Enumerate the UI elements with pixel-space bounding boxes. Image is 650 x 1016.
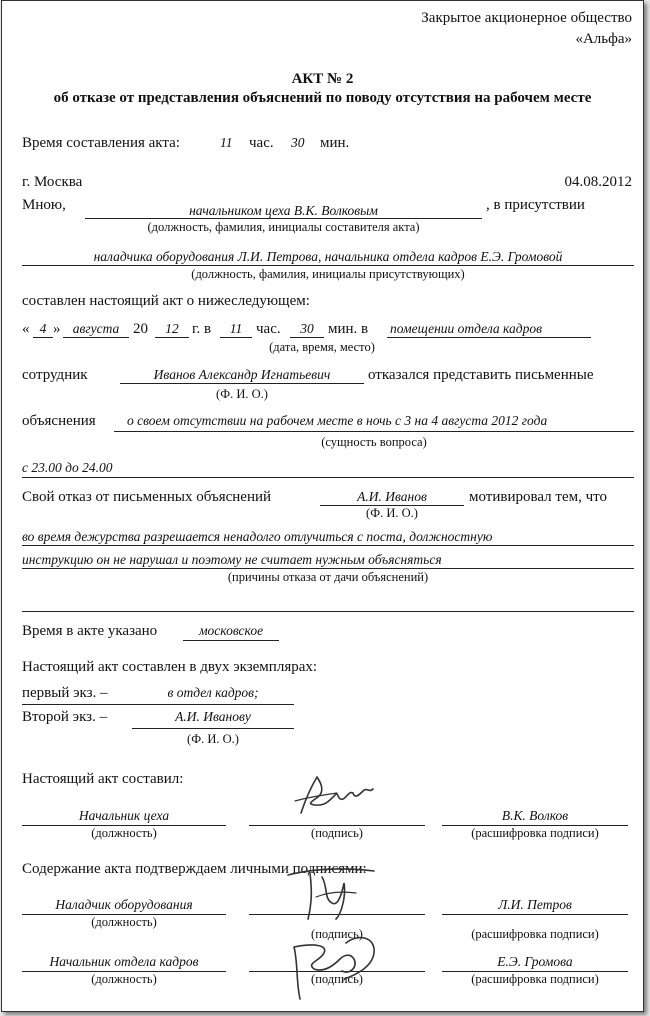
event-hour-unit: час. bbox=[256, 321, 281, 337]
explanations-label: объяснения bbox=[22, 413, 96, 429]
author-caption: (должность, фамилия, инициалы составителя акта) bbox=[147, 220, 420, 234]
employee-suffix: отказался представить письменные bbox=[368, 367, 594, 383]
act-subtitle: об отказе от представления объяснений по поводу отсутствия на рабочем месте bbox=[53, 90, 592, 106]
act-date: 04.08.2012 bbox=[564, 174, 632, 190]
copy-second-underline bbox=[132, 728, 294, 729]
event-month-underline bbox=[63, 337, 129, 338]
employee-name: Иванов Александр Игнатьевич bbox=[153, 367, 331, 382]
signature-gromova bbox=[284, 923, 384, 1007]
event-year-prefix: 20 bbox=[133, 321, 148, 337]
event-day-underline bbox=[33, 337, 53, 338]
refusal-reason-line2-underline bbox=[22, 568, 634, 569]
event-minute-unit: мин. в bbox=[328, 321, 369, 337]
time-made-label: Время составления акта: bbox=[22, 135, 180, 151]
author-suffix: , в присутствии bbox=[486, 197, 585, 213]
timezone-underline bbox=[183, 640, 279, 641]
event-year-suffix: г. в bbox=[192, 321, 212, 337]
copies-label: Настоящий акт составлен в двух экземплярах: bbox=[22, 659, 318, 675]
explanations-underline bbox=[114, 431, 634, 432]
witness1-name: Л.И. Петров bbox=[498, 897, 572, 912]
copy-second-value: А.И. Иванову bbox=[175, 709, 251, 724]
author-label: Мною, bbox=[22, 197, 66, 213]
explanations-caption: (сущность вопроса) bbox=[321, 435, 427, 449]
event-minute-underline bbox=[290, 337, 324, 338]
event-day: 4 bbox=[39, 321, 47, 336]
event-hour-underline bbox=[220, 337, 252, 338]
event-caption: (дата, время, место) bbox=[269, 340, 375, 354]
copy-first-label: первый экз. – bbox=[22, 685, 108, 701]
witness2-name: Е.Э. Громова bbox=[497, 954, 573, 969]
refusal-suffix: мотивировал тем, что bbox=[469, 489, 608, 505]
signature-volkov bbox=[287, 771, 387, 821]
time-made-minutes-unit: мин. bbox=[320, 135, 350, 151]
witness1-name-caption: (расшифровка подписи) bbox=[471, 927, 599, 941]
time-made-minutes: 30 bbox=[291, 135, 305, 150]
compiled-by-name: В.К. Волков bbox=[501, 808, 569, 823]
quote-open: « bbox=[22, 321, 30, 337]
time-made-hours: 11 bbox=[220, 135, 233, 150]
org-name-line2: «Альфа» bbox=[575, 31, 632, 47]
compiled-by-position-caption: (должность) bbox=[91, 826, 157, 840]
copy-first-underline bbox=[22, 704, 294, 705]
refusal-name: А.И. Иванов bbox=[357, 489, 427, 504]
event-month: августа bbox=[72, 321, 120, 336]
employee-label: сотрудник bbox=[22, 367, 88, 383]
compiled-by-label: Настоящий акт составил: bbox=[22, 771, 184, 787]
timezone-label: Время в акте указано bbox=[22, 623, 158, 639]
compiled-by-signature-caption: (подпись) bbox=[311, 826, 363, 840]
city: г. Москва bbox=[22, 174, 83, 190]
employee-underline bbox=[120, 383, 364, 384]
event-year-underline bbox=[155, 337, 189, 338]
act-title: АКТ № 2 bbox=[291, 71, 354, 87]
refusal-reason-line1: во время дежурства разрешается ненадолго отлучиться с поста, должностную bbox=[22, 529, 493, 544]
confirm-label: Содержание акта подтверждаем личными подписями: bbox=[22, 861, 367, 877]
event-year: 12 bbox=[165, 321, 179, 336]
composed-label: составлен настоящий акт о нижеследующем: bbox=[22, 293, 310, 309]
explanations-continuation: с 23.00 до 24.00 bbox=[22, 460, 113, 475]
blank-line bbox=[22, 611, 634, 612]
copy-second-caption: (Ф. И. О.) bbox=[187, 732, 239, 746]
event-minute: 30 bbox=[300, 321, 314, 336]
refusal-label: Свой отказ от письменных объяснений bbox=[22, 489, 272, 505]
event-place: помещении отдела кадров bbox=[390, 321, 542, 336]
witness1-position-caption: (должность) bbox=[91, 915, 157, 929]
author-underline bbox=[85, 218, 482, 219]
author-value: начальником цеха В.К. Волковым bbox=[189, 203, 378, 218]
timezone-value: московское bbox=[198, 623, 264, 638]
explanations-value: о своем отсутствии на рабочем месте в ночь с 3 на 4 августа 2012 года bbox=[127, 413, 548, 428]
time-made-hours-unit: час. bbox=[249, 135, 274, 151]
witnesses-caption: (должность, фамилия, инициалы присутствующих) bbox=[191, 267, 465, 281]
refusal-reason-caption: (причины отказа от дачи объяснений) bbox=[227, 570, 429, 584]
org-name-line1: Закрытое акционерное общество bbox=[421, 10, 632, 26]
event-place-underline bbox=[387, 337, 591, 338]
event-hour: 11 bbox=[229, 321, 243, 336]
refusal-name-caption: (Ф. И. О.) bbox=[366, 506, 418, 520]
witnesses-value: наладчика оборудования Л.И. Петрова, начальника отдела кадров Е.Э. Громовой bbox=[93, 249, 563, 264]
witnesses-underline bbox=[22, 265, 634, 266]
compiled-by-name-caption: (расшифровка подписи) bbox=[471, 826, 599, 840]
document-sheet bbox=[1, 0, 644, 1012]
employee-caption: (Ф. И. О.) bbox=[216, 387, 268, 401]
quote-close: » bbox=[53, 321, 61, 337]
explanations-continuation-underline bbox=[22, 477, 634, 478]
signature-petrov bbox=[282, 863, 382, 925]
refusal-reason-line2: инструкцию он не нарушал и поэтому не считает нужным объясняться bbox=[22, 552, 442, 567]
witness2-position: Начальник отдела кадров bbox=[49, 954, 199, 969]
copy-first-value: в отдел кадров; bbox=[167, 685, 259, 700]
copy-second-label: Второй экз. – bbox=[22, 709, 108, 725]
compiled-by-position: Начальник цеха bbox=[78, 808, 170, 823]
witness1-name-line bbox=[442, 914, 628, 915]
witness2-signature-caption: (подпись) bbox=[311, 972, 363, 986]
witness2-position-caption: (должность) bbox=[91, 972, 157, 986]
witness1-position: Наладчик оборудования bbox=[55, 897, 193, 912]
witness1-signature-caption: (подпись) bbox=[311, 927, 363, 941]
refusal-reason-line1-underline bbox=[22, 545, 634, 546]
witness2-name-caption: (расшифровка подписи) bbox=[471, 972, 599, 986]
